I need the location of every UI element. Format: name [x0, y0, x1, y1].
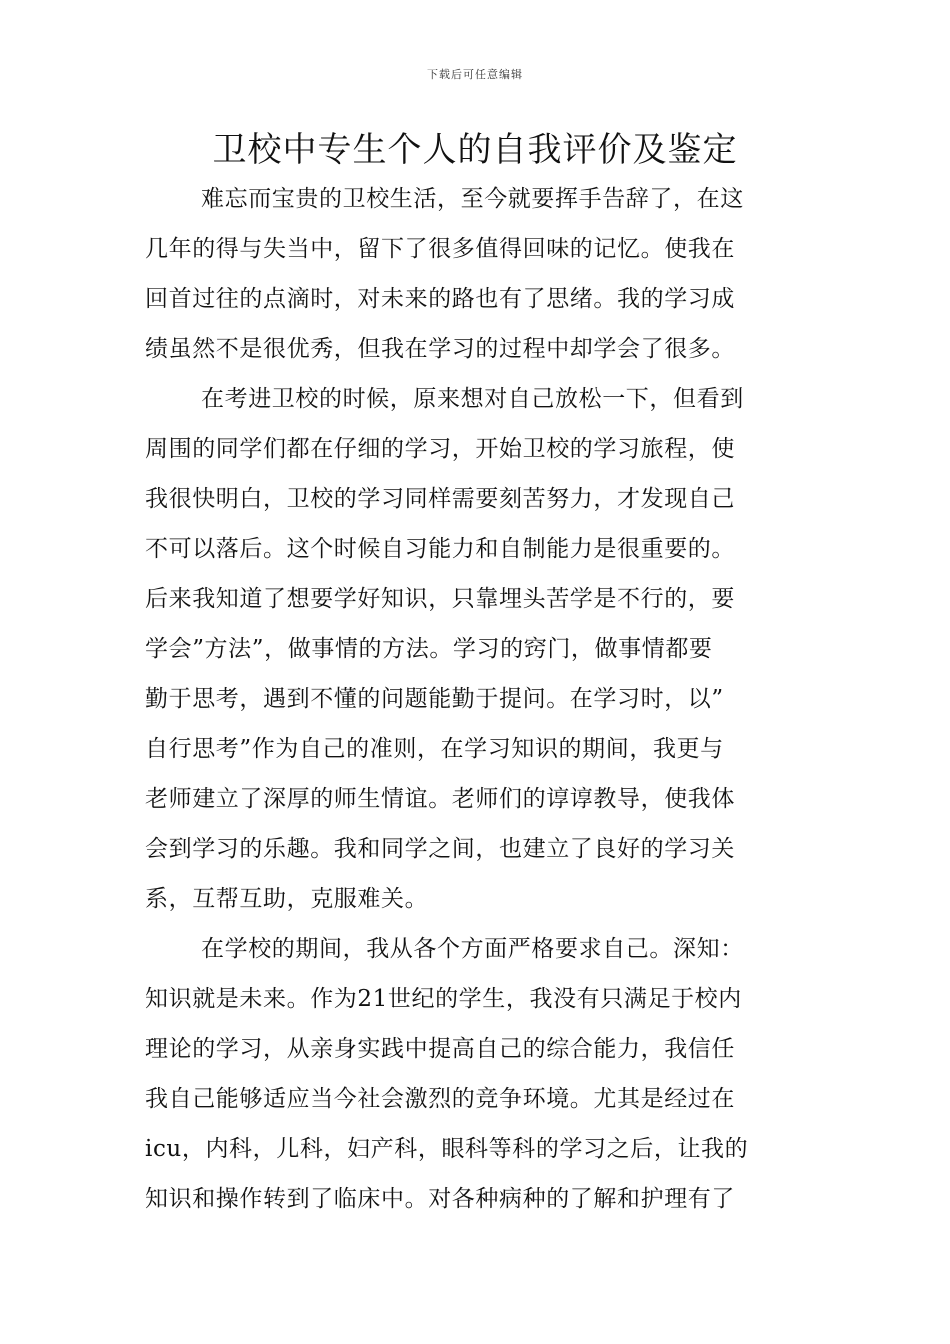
- paragraph-line: 知识和操作转到了临床中。对各种病种的了解和护理有了: [145, 1186, 735, 1212]
- paragraph-line: 学会”方法”，做事情的方法。学习的窍门，做事情都要: [145, 636, 713, 662]
- document-body: [145, 174, 805, 1224]
- paragraph-line: 后来我知道了想要学好知识，只靠埋头苦学是不行的，要: [145, 586, 735, 612]
- paragraph-line: 理论的学习，从亲身实践中提高自己的综合能力，我信任: [145, 1036, 735, 1062]
- paragraph-line: 我很快明白，卫校的学习同样需要刻苦努力，才发现自己: [145, 486, 735, 512]
- paragraph-line: 回首过往的点滴时，对未来的路也有了思绪。我的学习成: [145, 286, 735, 312]
- paragraph-line: 周围的同学们都在仔细的学习，开始卫校的学习旅程，使: [145, 436, 735, 462]
- paragraph-line: 会到学习的乐趣。我和同学之间，也建立了良好的学习关: [145, 836, 735, 862]
- paragraph: [145, 174, 805, 374]
- paragraph-line: 勤于思考，遇到不懂的问题能勤于提问。在学习时，以”: [145, 686, 724, 712]
- header-note: 下载后可任意编辑: [427, 68, 523, 81]
- paragraph-line: 不可以落后。这个时候自习能力和自制能力是很重要的。: [145, 536, 735, 562]
- paragraph-line: 在学校的期间，我从各个方面严格要求自己。深知：: [201, 936, 744, 962]
- paragraph-line: 在考进卫校的时候，原来想对自己放松一下，但看到: [201, 386, 744, 412]
- paragraph-line: 我自己能够适应当今社会激烈的竞争环境。尤其是经过在: [145, 1086, 735, 1112]
- paragraph-line: 系，互帮互助，克服难关。: [145, 886, 429, 912]
- paragraph-line: 几年的得与失当中，留下了很多值得回味的记忆。使我在: [145, 236, 735, 262]
- document-title: 卫校中专生个人的自我评价及鉴定: [212, 130, 738, 170]
- paragraph-line: 老师建立了深厚的师生情谊。老师们的谆谆教导，使我体: [145, 786, 735, 812]
- paragraph-line: 知识就是未来。作为21世纪的学生，我没有只满足于校内: [145, 986, 742, 1012]
- paragraph-line: 自行思考”作为自己的准则，在学习知识的期间，我更与: [145, 736, 724, 762]
- paragraph-line: 绩虽然不是很优秀，但我在学习的过程中却学会了很多。: [145, 336, 735, 362]
- paragraph-line: icu，内科，儿科，妇产科，眼科等科的学习之后，让我的: [145, 1136, 749, 1162]
- paragraph: [145, 924, 805, 1224]
- paragraph: [145, 374, 805, 924]
- paragraph-line: 难忘而宝贵的卫校生活，至今就要挥手告辞了，在这: [201, 186, 744, 212]
